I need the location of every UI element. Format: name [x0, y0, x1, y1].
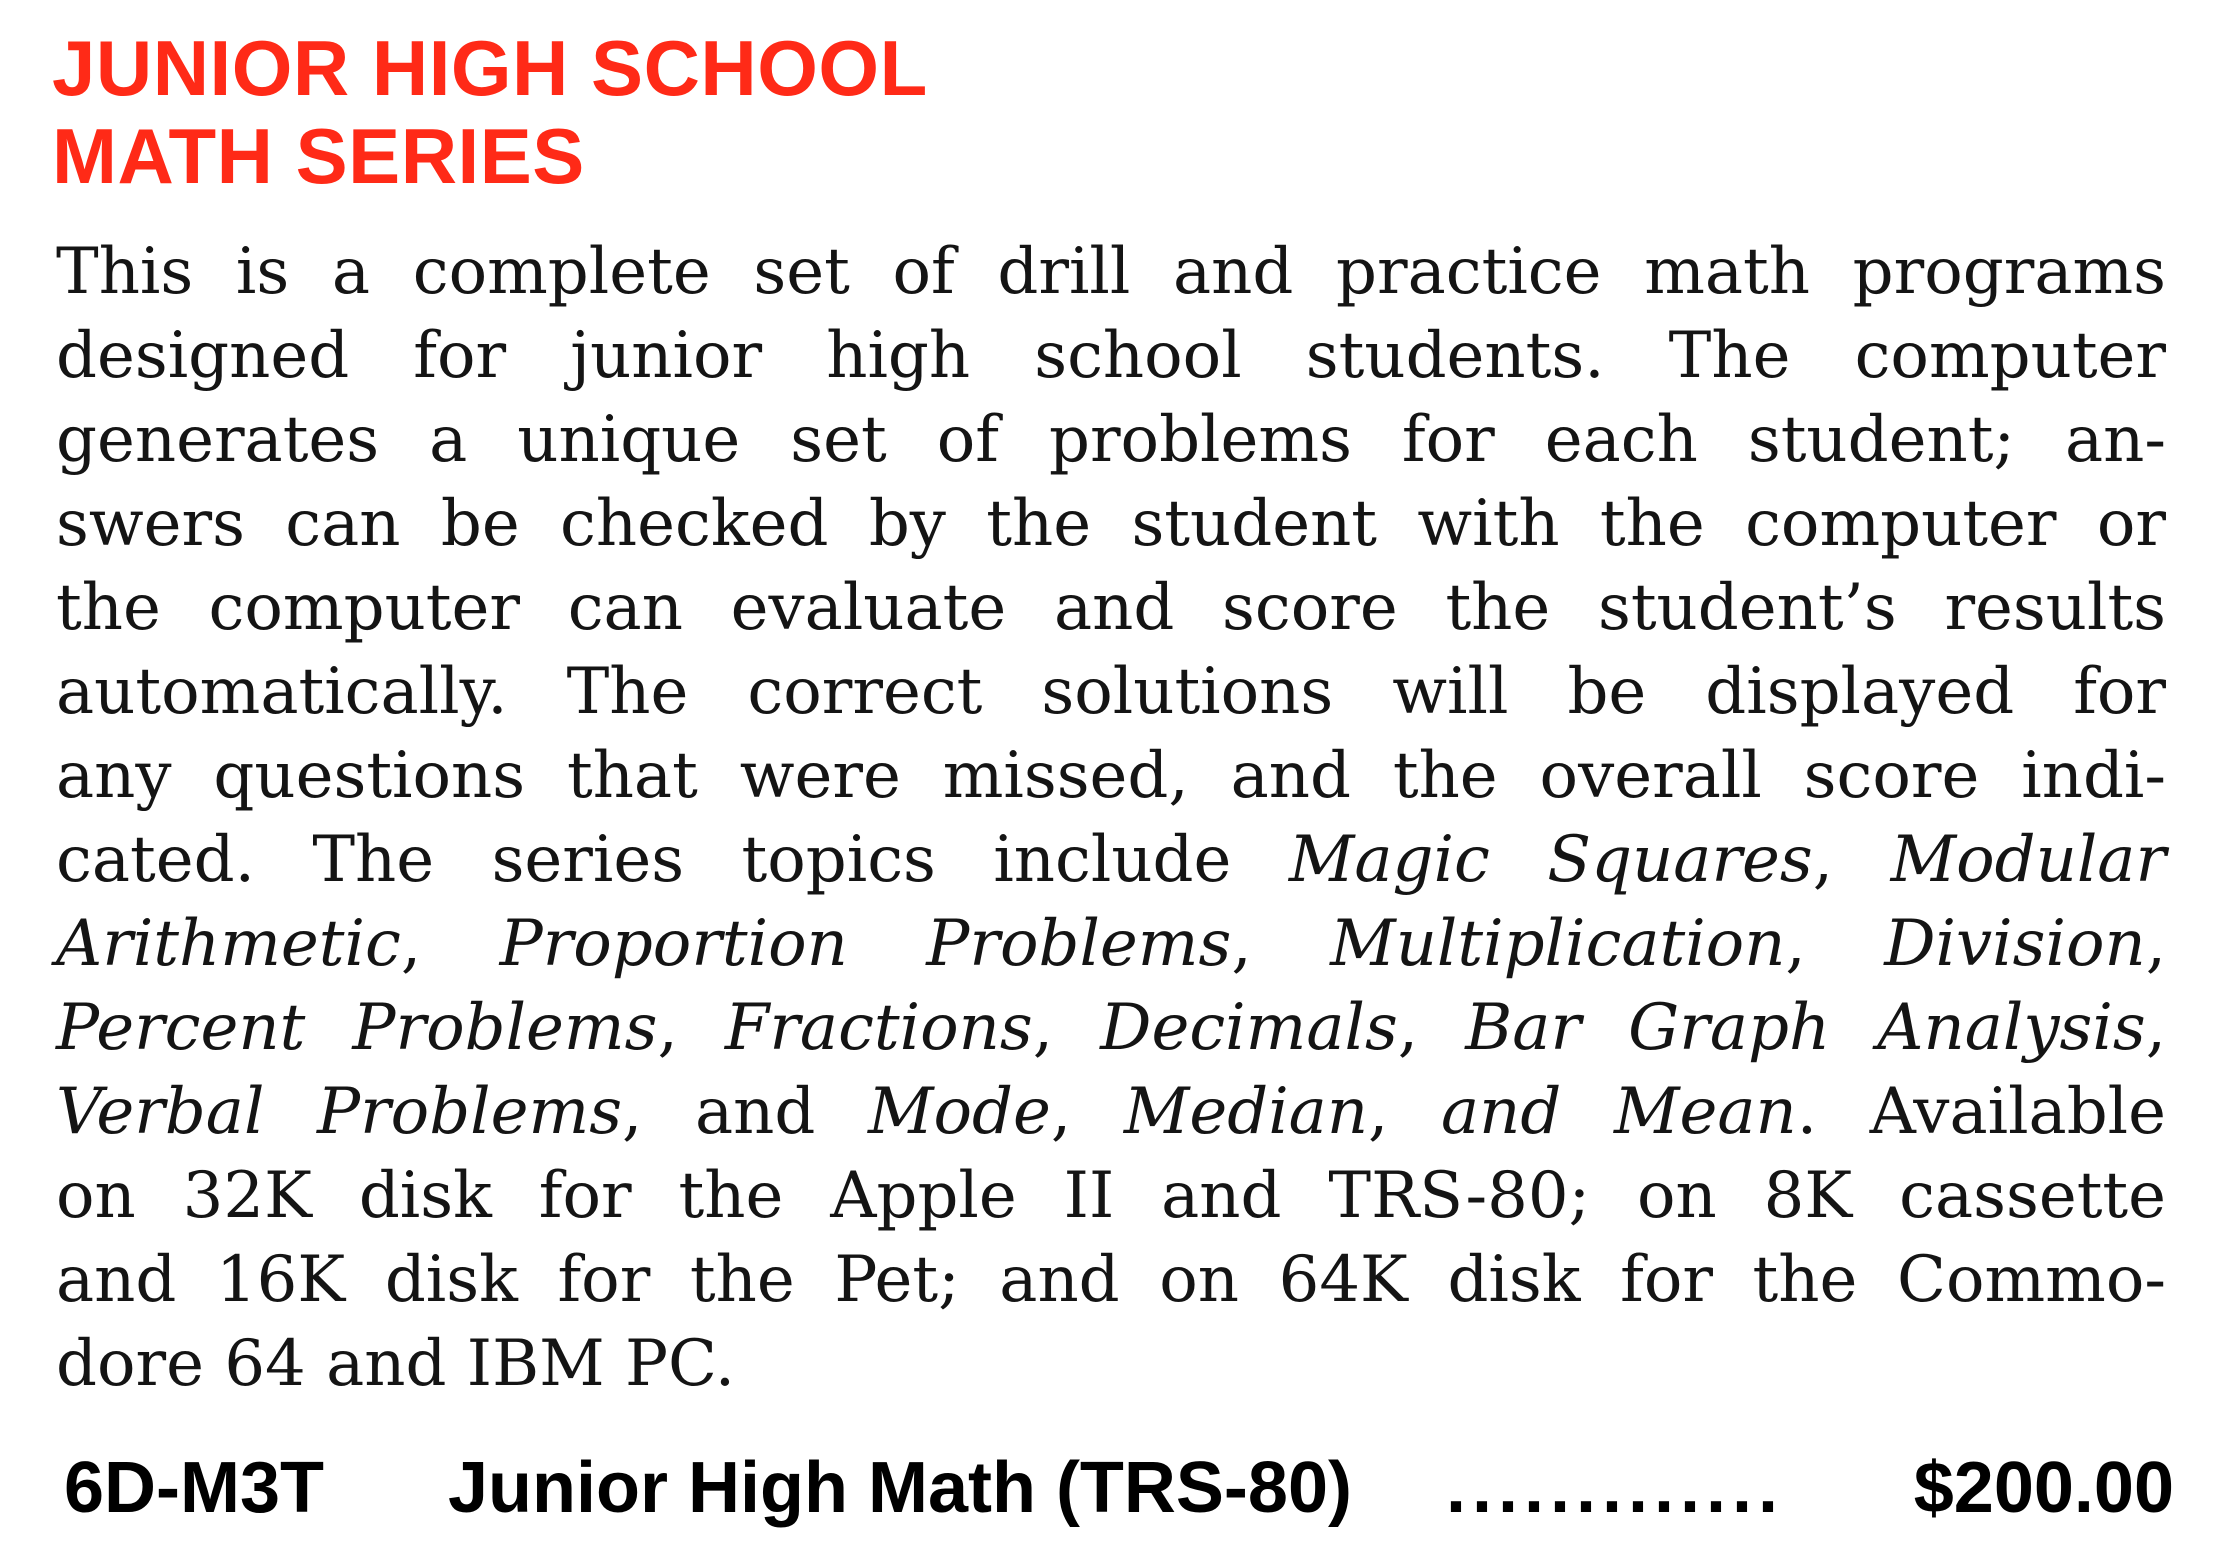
punctuation: , [1397, 991, 1419, 1065]
body-line: the computer can evaluate and score the student’s results [56, 571, 2166, 645]
title-line-1: JUNIOR HIGH SCHOOL [52, 24, 928, 112]
topic: Bar Graph Analysis [1465, 991, 2146, 1065]
leader-dots: ............. [1446, 1448, 1785, 1528]
topic: Mode [867, 1075, 1051, 1149]
section-title [52, 24, 928, 200]
body-text: Available [1869, 1075, 2167, 1149]
title-line-2: MATH SERIES [52, 112, 585, 200]
topic: Proportion Problems [499, 907, 1232, 981]
topic: Decimals [1100, 991, 1398, 1065]
topic: Median [1123, 1075, 1369, 1149]
body-line: designed for junior high school students. The computer [56, 319, 2166, 393]
punctuation: , [1368, 1075, 1389, 1149]
topic: Mean [1613, 1075, 1797, 1149]
body-line: This is a complete set of drill and practice math programs [56, 235, 2166, 309]
body-line [56, 818, 2166, 902]
topic: Magic Squares [1288, 823, 1813, 897]
topic: Percent Problems [56, 991, 658, 1065]
punctuation: , [1050, 1075, 1072, 1149]
punctuation: , [657, 991, 678, 1065]
punctuation: , and [622, 1075, 816, 1149]
topic: Verbal Problems [56, 1075, 623, 1149]
body-line: on 32K disk for the Apple II and TRS-80; on 8K cassette [56, 1159, 2166, 1233]
body-line [56, 1070, 2166, 1154]
punctuation: . [1796, 1075, 1870, 1149]
product-price: $200.00 [1913, 1448, 2174, 1528]
body-line: automatically. The correct solutions will be displayed for [56, 655, 2166, 729]
body-line: any questions that were missed, and the overall score indi- [56, 739, 2166, 813]
punctuation: , [1231, 907, 1252, 981]
punctuation: , [1032, 991, 1054, 1065]
description-paragraph [56, 230, 2166, 1406]
punctuation: , [1812, 823, 1834, 897]
product-name: Junior High Math (TRS-80) [448, 1448, 1352, 1528]
body-line: generates a unique set of problems for each student; an- [56, 403, 2166, 477]
body-text: cated. The series topics include [56, 823, 1232, 897]
body-line: and 16K disk for the Pet; and on 64K disk for the Commo- [56, 1243, 2166, 1317]
punctuation: , [2145, 907, 2167, 981]
topic-continued: Arithmetic [56, 907, 401, 981]
punctuation: , [400, 907, 422, 981]
topic: Modular [1890, 823, 2167, 897]
body-line [56, 986, 2166, 1070]
product-code: 6D-M3T [64, 1448, 325, 1528]
topic: Multiplication [1330, 907, 1786, 981]
topic: Division [1884, 907, 2146, 981]
body-line [56, 902, 2166, 986]
punctuation: , [1785, 907, 1806, 981]
body-line: dore 64 and IBM PC. [56, 1327, 736, 1401]
punctuation: , [2145, 991, 2167, 1065]
topic-connector: and [1440, 1075, 1562, 1149]
body-line: swers can be checked by the student with the computer or [56, 487, 2166, 561]
topic: Fractions [724, 991, 1033, 1065]
order-line [64, 1440, 2174, 1536]
